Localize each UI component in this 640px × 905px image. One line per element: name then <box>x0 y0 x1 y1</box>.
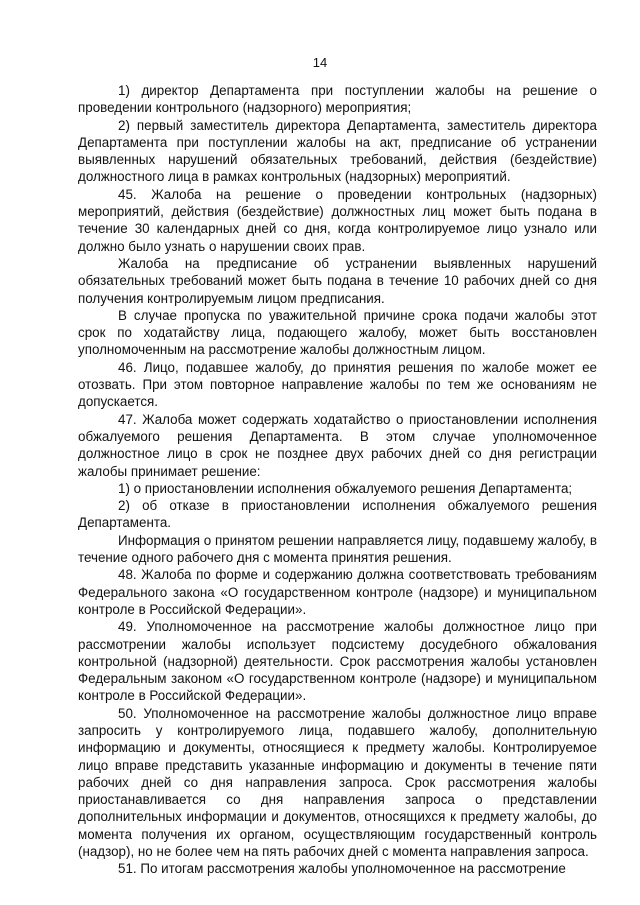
paragraph-45: 45. Жалоба на решение о проведении контрольных (надзорных) мероприятий, действия (бездействие) должностных лиц может быть подана в течение 30 календарных дней со дня, когда контролируемое лицо узнало или должно было узнать о нарушении своих прав. <box>78 186 597 254</box>
paragraph-51: 51. По итогам рассмотрения жалобы уполномоченное на рассмотрение <box>118 861 566 877</box>
paragraph-46: 46. Лицо, подавшее жалобу, до принятия решения по жалобе может ее отозвать. При этом повторное направление жалобы по тем же основаниям не допускается. <box>78 359 597 410</box>
paragraph-50: 50. Уполномоченное на рассмотрение жалобы должностное лицо вправе запросить у контролируемого лица, подавшего жалобу, дополнительную информацию и документы, относящиеся к предмету жалобы. Контролируемое лицо вправе представить указанные информацию и документы в течение пяти рабочих дней со дня направления запроса. Срок рассмотрения жалобы приостанавливается со дня направления запроса о представлении дополнительных информации и документов, относящихся к предмету жалобы, до момента получения их органом, осуществляющим государственный контроль (надзор), но не более чем на пять рабочих дней с момента направления запроса. <box>78 705 597 860</box>
paragraph-47-item-1: 1) о приостановлении исполнения обжалуемого решения Департамента; <box>118 480 573 496</box>
paragraph-item-1: 1) директор Департамента при поступлении жалобы на решение о проведении контрольного (надзорного) мероприятия; <box>78 83 597 116</box>
paragraph-47: 47. Жалоба может содержать ходатайство о приостановлении исполнения обжалуемого решения Департамента. В этом случае уполномоченное должностное лицо в срок не позднее двух рабочих дней со дня регистрации жалобы принимает решение: <box>78 411 597 479</box>
document-body <box>78 82 597 878</box>
paragraph-48: 48. Жалоба по форме и содержанию должна соответствовать требованиям Федерального закона «О государственном контроле (надзоре) и муниципальном контроле в Российской Федерации». <box>78 567 597 617</box>
paragraph-45-prescription: Жалоба на предписание об устранении выявленных нарушений обязательных требований может быть подана в течение 10 рабочих дней со дня получения контролируемым лицом предписания. <box>78 255 597 306</box>
page-number: 14 <box>312 55 328 70</box>
paragraph-47-information: Информация о принятом решении направляется лицу, подавшему жалобу, в течение одного рабочего дня с момента принятия решения. <box>78 532 597 566</box>
paragraph-47-item-2: 2) об отказе в приостановлении исполнения обжалуемого решения Департамента. <box>78 498 597 531</box>
paragraph-45-missed-deadline: В случае пропуска по уважительной причине срока подачи жалобы этот срок по ходатайству лица, подающего жалобу, может быть восстановлен уполномоченным на рассмотрение жалобы должностным лицом. <box>78 307 597 358</box>
paragraph-item-2: 2) первый заместитель директора Департамента, заместитель директора Департамента при поступлении жалобы на акт, предписание об устранении выявленных нарушений обязательных требований, действия (бездействие) должностного лица в рамках контрольных (надзорных) мероприятий. <box>78 117 597 185</box>
paragraph-49: 49. Уполномоченное на рассмотрение жалобы должностное лицо при рассмотрении жалобы использует подсистему досудебного обжалования контрольной (надзорной) деятельности. Срок рассмотрения жалобы установлен Федеральным законом «О государственном контроле (надзоре) и муниципальном контроле в Российской Федерации». <box>78 619 597 704</box>
